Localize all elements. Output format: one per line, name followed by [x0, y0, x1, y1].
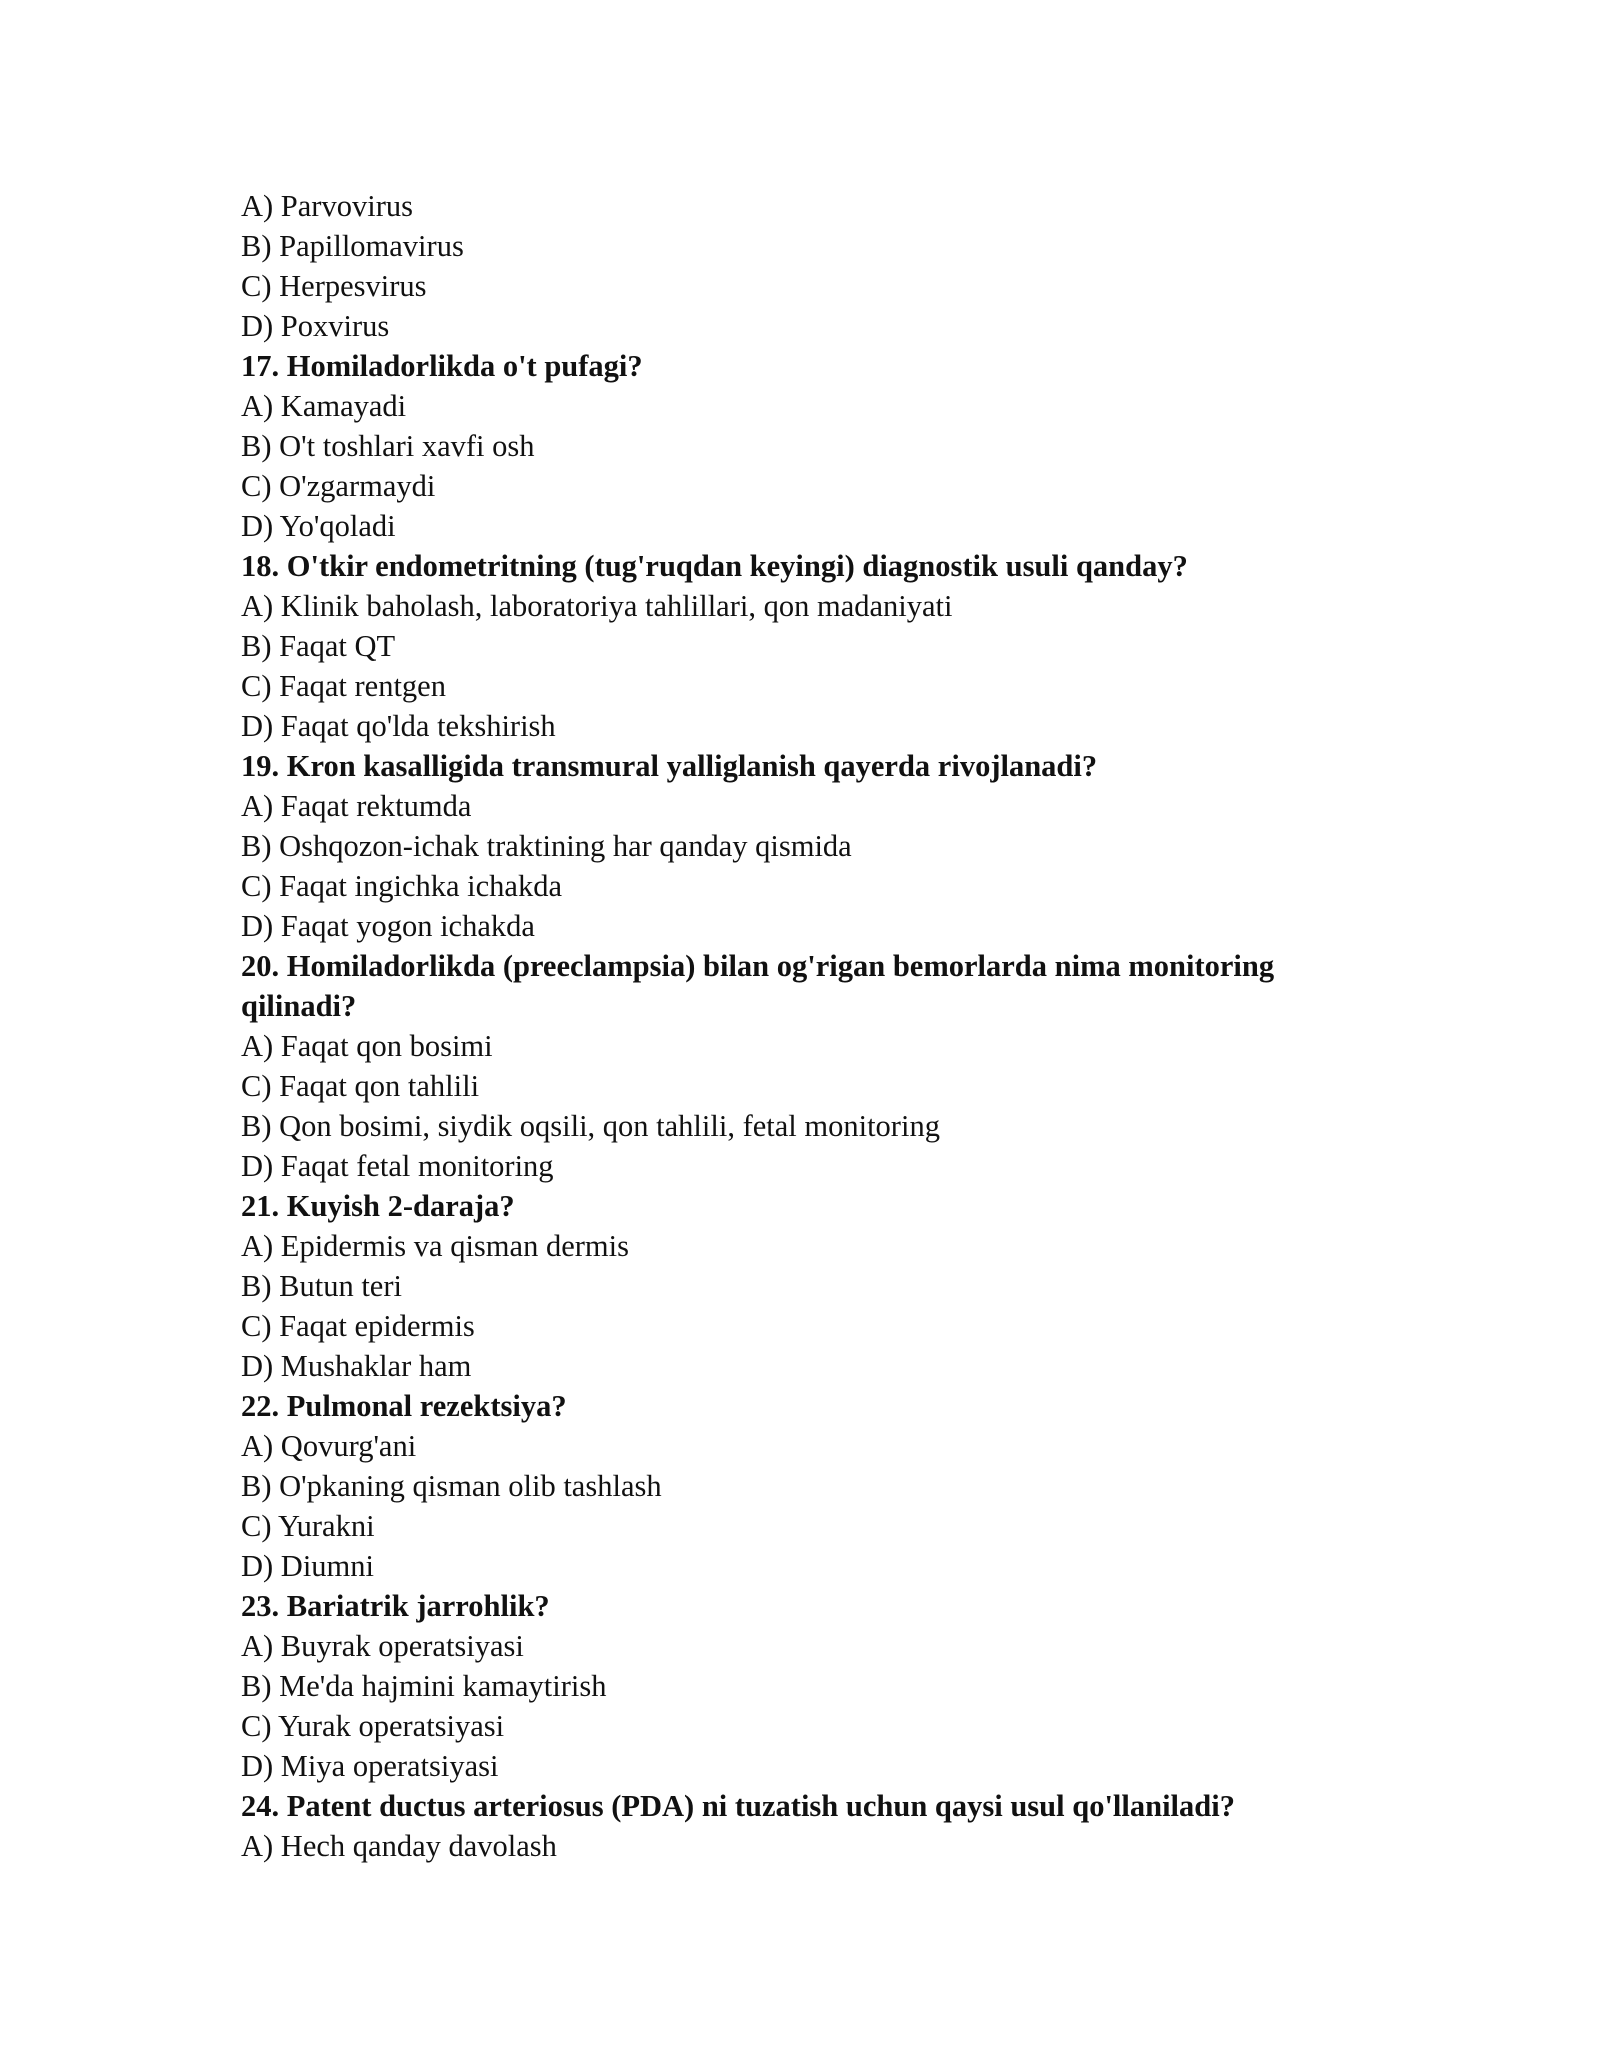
answer-option: D) Mushaklar ham: [241, 1349, 472, 1383]
answer-option: A) Faqat rektumda: [241, 789, 472, 823]
answer-option: C) Faqat qon tahlili: [241, 1069, 480, 1103]
question-text: 23. Bariatrik jarrohlik?: [241, 1589, 550, 1623]
answer-option: A) Parvovirus: [241, 189, 413, 223]
answer-option: C) Faqat rentgen: [241, 669, 446, 703]
answer-option: A) Klinik baholash, laboratoriya tahlillari, qon madaniyati: [241, 589, 953, 623]
answer-option: B) Qon bosimi, siydik oqsili, qon tahlili, fetal monitoring: [241, 1109, 940, 1143]
answer-option: A) Epidermis va qisman dermis: [241, 1229, 629, 1263]
answer-option: C) Herpesvirus: [241, 269, 427, 303]
question-text: 21. Kuyish 2-daraja?: [241, 1189, 515, 1223]
question-text: 24. Patent ductus arteriosus (PDA) ni tuzatish uchun qaysi usul qo'llaniladi?: [241, 1789, 1235, 1823]
answer-option: C) Faqat ingichka ichakda: [241, 869, 562, 903]
answer-option: B) O'pkaning qisman olib tashlash: [241, 1469, 662, 1503]
answer-option: A) Faqat qon bosimi: [241, 1029, 493, 1063]
answer-option: C) Yurakni: [241, 1509, 375, 1543]
question-text: 18. O'tkir endometritning (tug'ruqdan keyingi) diagnostik usuli qanday?: [241, 549, 1188, 583]
answer-option: B) Me'da hajmini kamaytirish: [241, 1669, 607, 1703]
answer-option: D) Faqat qo'lda tekshirish: [241, 709, 556, 743]
answer-option: D) Faqat yogon ichakda: [241, 909, 535, 943]
answer-option: B) Oshqozon-ichak traktining har qanday qismida: [241, 829, 852, 863]
question-text: 20. Homiladorlikda (preeclampsia) bilan og'rigan bemorlarda nima monitoring qilinadi?: [241, 949, 1275, 1023]
answer-option: B) Butun teri: [241, 1269, 402, 1303]
answer-option: C) Faqat epidermis: [241, 1309, 475, 1343]
answer-option: D) Miya operatsiyasi: [241, 1749, 499, 1783]
quiz-content: [241, 186, 1361, 1866]
answer-option: D) Diumni: [241, 1549, 375, 1583]
answer-option: C) O'zgarmaydi: [241, 469, 436, 503]
answer-option: D) Faqat fetal monitoring: [241, 1149, 554, 1183]
question-text: 22. Pulmonal rezektsiya?: [241, 1389, 567, 1423]
question-text: 17. Homiladorlikda o't pufagi?: [241, 349, 643, 383]
answer-option: D) Poxvirus: [241, 309, 390, 343]
answer-option: A) Buyrak operatsiyasi: [241, 1629, 524, 1663]
answer-option: D) Yo'qoladi: [241, 509, 396, 543]
answer-option: B) O't toshlari xavfi osh: [241, 429, 535, 463]
question-text: 19. Kron kasalligida transmural yalliglanish qayerda rivojlanadi?: [241, 749, 1098, 783]
answer-option: B) Faqat QT: [241, 629, 396, 663]
answer-option: C) Yurak operatsiyasi: [241, 1709, 505, 1743]
answer-option: A) Kamayadi: [241, 389, 407, 423]
answer-option: B) Papillomavirus: [241, 229, 464, 263]
answer-option: A) Qovurg'ani: [241, 1429, 417, 1463]
answer-option: A) Hech qanday davolash: [241, 1829, 557, 1863]
